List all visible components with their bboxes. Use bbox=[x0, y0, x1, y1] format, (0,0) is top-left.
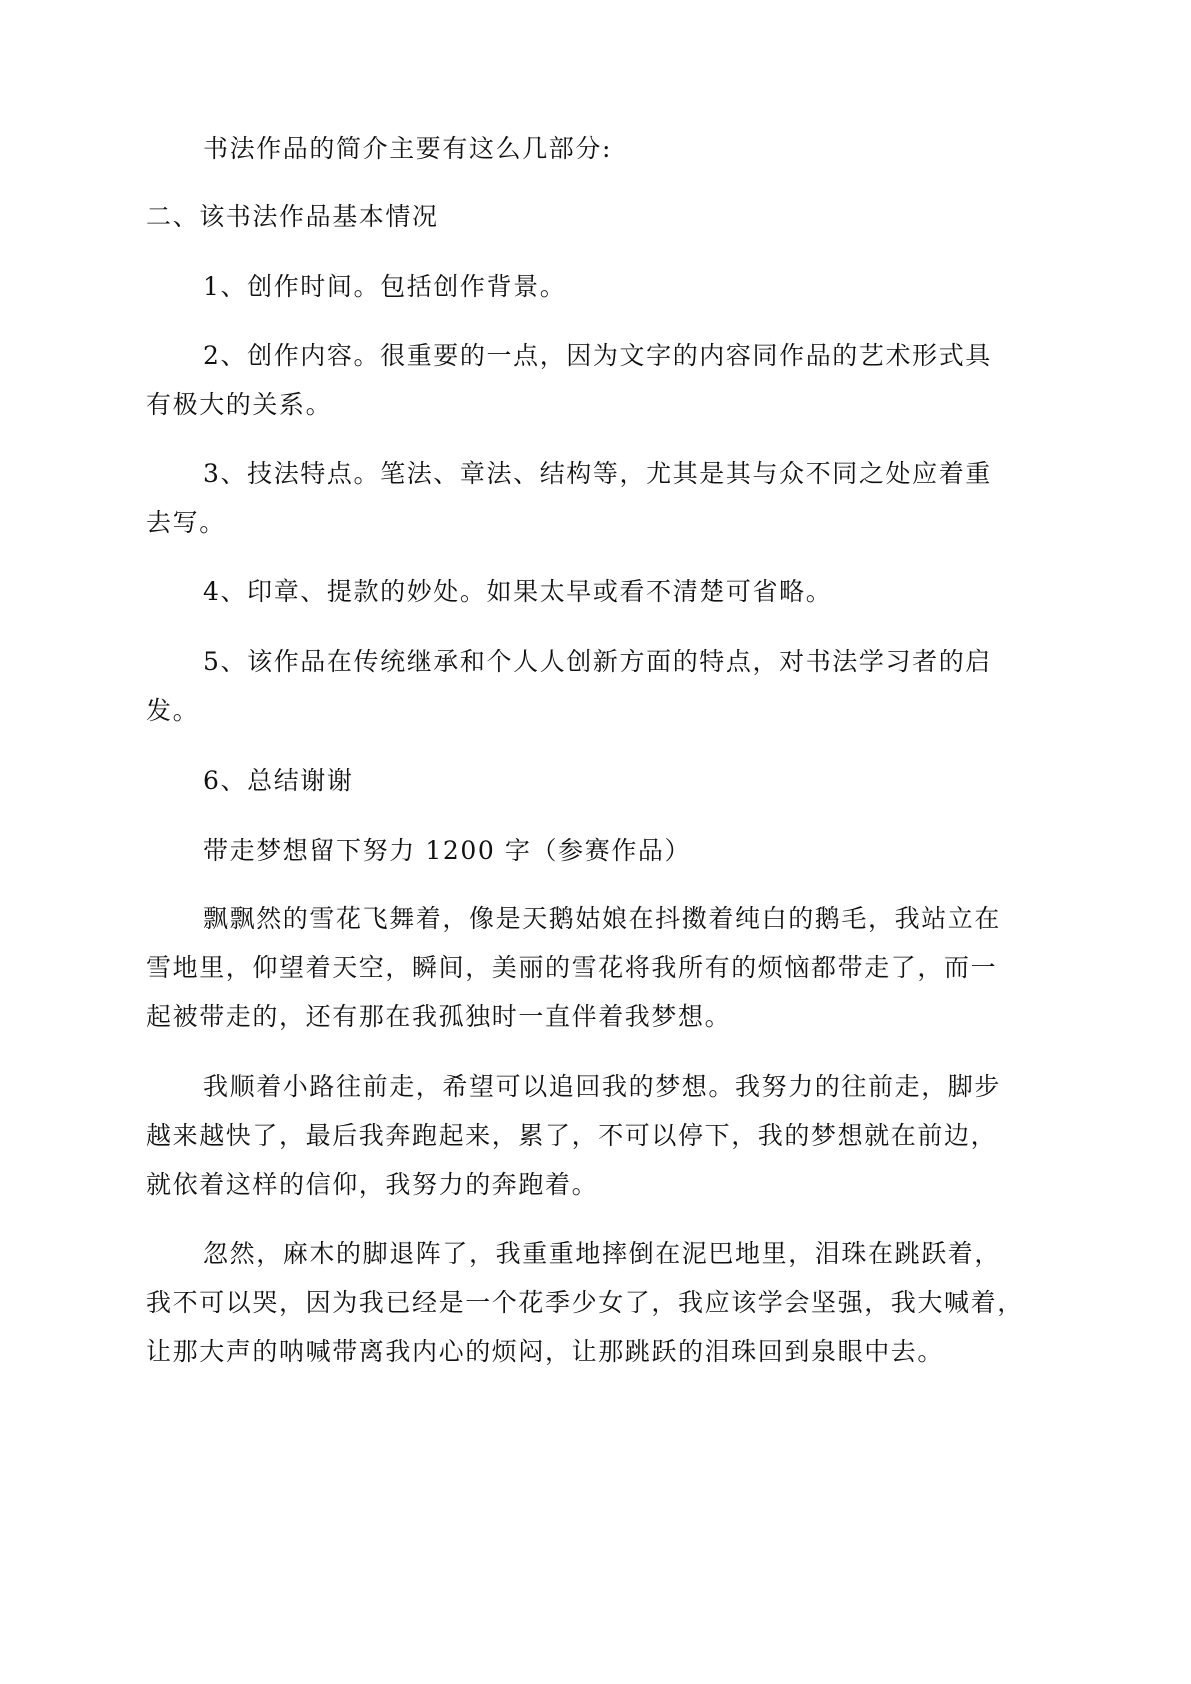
text-line: 越来越快了，最后我奔跑起来，累了，不可以停下，我的梦想就在前边， bbox=[146, 1121, 998, 1150]
essay-title bbox=[146, 826, 1066, 875]
paragraph bbox=[146, 894, 1066, 1041]
paragraph bbox=[146, 1229, 1066, 1376]
text-line: 4、印章、提款的妙处。如果太早或看不清楚可省略。 bbox=[203, 577, 833, 606]
list-item bbox=[146, 449, 1066, 547]
paragraph bbox=[146, 124, 1066, 173]
text-line: 我顺着小路往前走，希望可以追回我的梦想。我努力的往前走，脚步 bbox=[203, 1072, 1002, 1101]
text-line: 有极大的关系。 bbox=[146, 390, 333, 419]
text-line: 去写。 bbox=[146, 508, 226, 537]
text-line: 二、该书法作品基本情况 bbox=[146, 202, 439, 231]
list-item bbox=[146, 637, 1066, 735]
text-line: 6、总结谢谢 bbox=[203, 766, 354, 795]
list-item bbox=[146, 262, 1066, 311]
text-line: 2、创作内容。很重要的一点，因为文字的内容同作品的艺术形式具 bbox=[203, 341, 992, 370]
text-line: 飘飘然的雪花飞舞着，像是天鹅姑娘在抖擞着纯白的鹅毛，我站立在 bbox=[203, 904, 1002, 933]
text-line: 我不可以哭，因为我已经是一个花季少女了，我应该学会坚强，我大喊着， bbox=[146, 1288, 1024, 1317]
text-line: 就依着这样的信仰，我努力的奔跑着。 bbox=[146, 1170, 599, 1199]
text-line: 雪地里，仰望着天空，瞬间，美丽的雪花将我所有的烦恼都带走了，而一 bbox=[146, 953, 998, 982]
text-line: 3、技法特点。笔法、章法、结构等，尤其是其与众不同之处应着重 bbox=[203, 459, 992, 488]
text-line: 书法作品的简介主要有这么几部分: bbox=[203, 134, 613, 163]
text-line: 带走梦想留下努力 1200 字（参赛作品） bbox=[203, 836, 692, 865]
section-heading bbox=[146, 192, 1066, 241]
paragraph bbox=[146, 1062, 1066, 1209]
list-item bbox=[146, 331, 1066, 429]
text-line: 起被带走的，还有那在我孤独时一直伴着我梦想。 bbox=[146, 1002, 732, 1031]
text-line: 让那大声的呐喊带离我内心的烦闷，让那跳跃的泪珠回到泉眼中去。 bbox=[146, 1337, 945, 1366]
text-line: 发。 bbox=[146, 696, 200, 725]
list-item bbox=[146, 756, 1066, 805]
text-line: 5、该作品在传统继承和个人人创新方面的特点，对书法学习者的启 bbox=[203, 647, 992, 676]
text-line: 忽然，麻木的脚退阵了，我重重地摔倒在泥巴地里，泪珠在跳跃着， bbox=[203, 1239, 1002, 1268]
list-item bbox=[146, 567, 1066, 616]
text-line: 1、创作时间。包括创作背景。 bbox=[203, 272, 567, 301]
